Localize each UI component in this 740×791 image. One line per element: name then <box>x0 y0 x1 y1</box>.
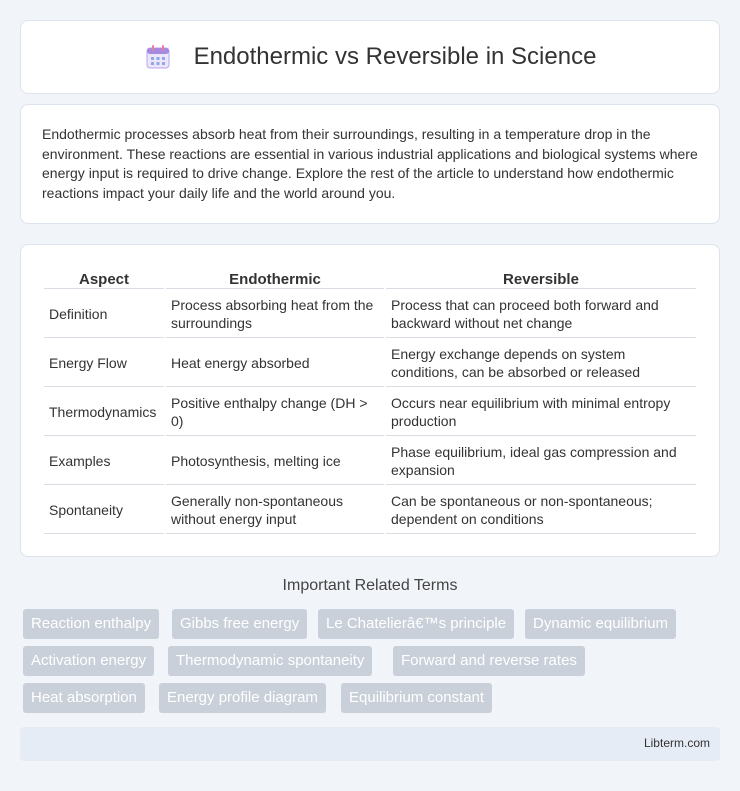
table-cell-aspect: Energy Flow <box>44 340 164 387</box>
table-cell-reversible: Phase equilibrium, ideal gas compression and expansion <box>386 438 696 485</box>
intro-text: Endothermic processes absorb heat from their surroundings, resulting in a temperature drop in the environment. These reactions are essential in various industrial applications and biological systems where energy input is required to drive change. Explore the rest of the article to understand how endothermic reactions impact your daily life and the world around you. <box>42 126 698 201</box>
table-row <box>44 487 696 534</box>
tag-equilibrium-constant[interactable]: Equilibrium constant <box>341 683 492 713</box>
table-cell-aspect: Spontaneity <box>44 487 164 534</box>
header-card <box>20 20 720 94</box>
tag-dynamic-equilibrium[interactable]: Dynamic equilibrium <box>525 609 676 639</box>
table-cell-endothermic: Positive enthalpy change (DH > 0) <box>166 389 384 436</box>
table-cell-reversible: Process that can proceed both forward and backward without net change <box>386 291 696 338</box>
table-cell-endothermic: Process absorbing heat from the surroundings <box>166 291 384 338</box>
table-row <box>44 291 696 338</box>
tag-gibbs-free-energy[interactable]: Gibbs free energy <box>172 609 307 639</box>
table-row <box>44 340 696 387</box>
table-row <box>44 438 696 485</box>
table-cell-endothermic: Photosynthesis, melting ice <box>166 438 384 485</box>
page-title: Endothermic vs Reversible in Science <box>193 43 597 70</box>
table-cell-endothermic: Generally non-spontaneous without energy input <box>166 487 384 534</box>
footer <box>20 727 720 761</box>
tag-activation-energy[interactable]: Activation energy <box>23 646 154 676</box>
comparison-table <box>42 265 698 536</box>
tag-le-chatelier-principle[interactable]: Le Chatelierâ€™s principle <box>318 609 514 639</box>
column-header-aspect: Aspect <box>44 267 164 289</box>
table-cell-aspect: Examples <box>44 438 164 485</box>
table-header-row <box>44 267 696 289</box>
column-header-reversible: Reversible <box>386 267 696 289</box>
tag-forward-and-reverse-rates[interactable]: Forward and reverse rates <box>393 646 585 676</box>
footer-site-link[interactable]: Libterm.com <box>643 736 710 750</box>
table-cell-endothermic: Heat energy absorbed <box>166 340 384 387</box>
comparison-table-card <box>20 244 720 557</box>
table-cell-reversible: Can be spontaneous or non-spontaneous; dependent on conditions <box>386 487 696 534</box>
table-cell-aspect: Definition <box>44 291 164 338</box>
table-row <box>44 389 696 436</box>
tag-heat-absorption[interactable]: Heat absorption <box>23 683 145 713</box>
intro-card <box>20 104 720 224</box>
tag-energy-profile-diagram[interactable]: Energy profile diagram <box>159 683 326 713</box>
table-cell-aspect: Thermodynamics <box>44 389 164 436</box>
table-cell-reversible: Occurs near equilibrium with minimal entropy production <box>386 389 696 436</box>
calendar-icon <box>144 43 172 71</box>
tag-reaction-enthalpy[interactable]: Reaction enthalpy <box>23 609 159 639</box>
table-cell-reversible: Energy exchange depends on system conditions, can be absorbed or released <box>386 340 696 387</box>
column-header-endothermic: Endothermic <box>166 267 384 289</box>
tag-thermodynamic-spontaneity[interactable]: Thermodynamic spontaneity <box>168 646 372 676</box>
related-terms-title: Important Related Terms <box>282 577 458 594</box>
